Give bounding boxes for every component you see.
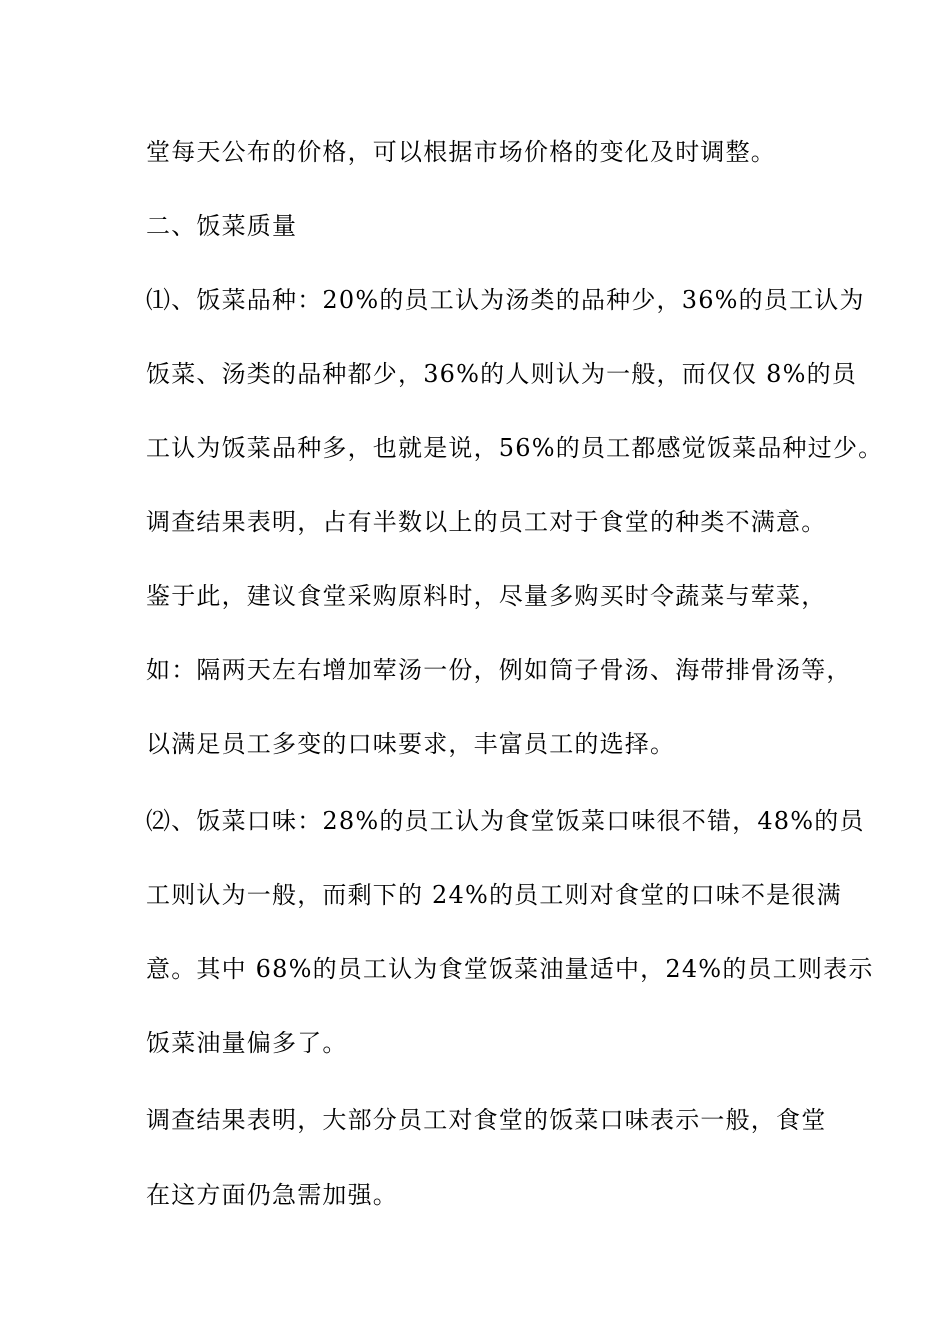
text-line: 在这方面仍急需加强。 xyxy=(146,1181,398,1209)
text-line: ⑵、饭菜口味：28%的员工认为食堂饭菜口味很不错，48%的员 xyxy=(146,807,865,835)
text-line: 调查结果表明，大部分员工对食堂的饭菜口味表示一般，食堂 xyxy=(146,1106,827,1134)
text-line: 饭菜油量偏多了。 xyxy=(146,1029,348,1057)
text-line: 饭菜、汤类的品种都少，36%的人则认为一般，而仅仅 8%的员 xyxy=(146,360,858,388)
text-line: 如：隔两天左右增加荤汤一份，例如筒子骨汤、海带排骨汤等， xyxy=(146,656,852,684)
text-line: 鉴于此，建议食堂采购原料时，尽量多购买时令蔬菜与荤菜， xyxy=(146,582,827,610)
text-line: 工认为饭菜品种多，也就是说，56%的员工都感觉饭菜品种过少。 xyxy=(146,434,884,462)
text-line: 调查结果表明，占有半数以上的员工对于食堂的种类不满意。 xyxy=(146,508,827,536)
text-line: 工则认为一般，而剩下的 24%的员工则对食堂的口味不是很满 xyxy=(146,881,842,909)
text-line: ⑴、饭菜品种：20%的员工认为汤类的品种少，36%的员工认为 xyxy=(146,286,865,314)
text-line: 以满足员工多变的口味要求，丰富员工的选择。 xyxy=(146,730,676,758)
section-heading: 二、饭菜质量 xyxy=(146,212,298,240)
text-line: 堂每天公布的价格，可以根据市场价格的变化及时调整。 xyxy=(146,138,776,166)
text-line: 意。其中 68%的员工认为食堂饭菜油量适中，24%的员工则表示 xyxy=(146,955,874,983)
